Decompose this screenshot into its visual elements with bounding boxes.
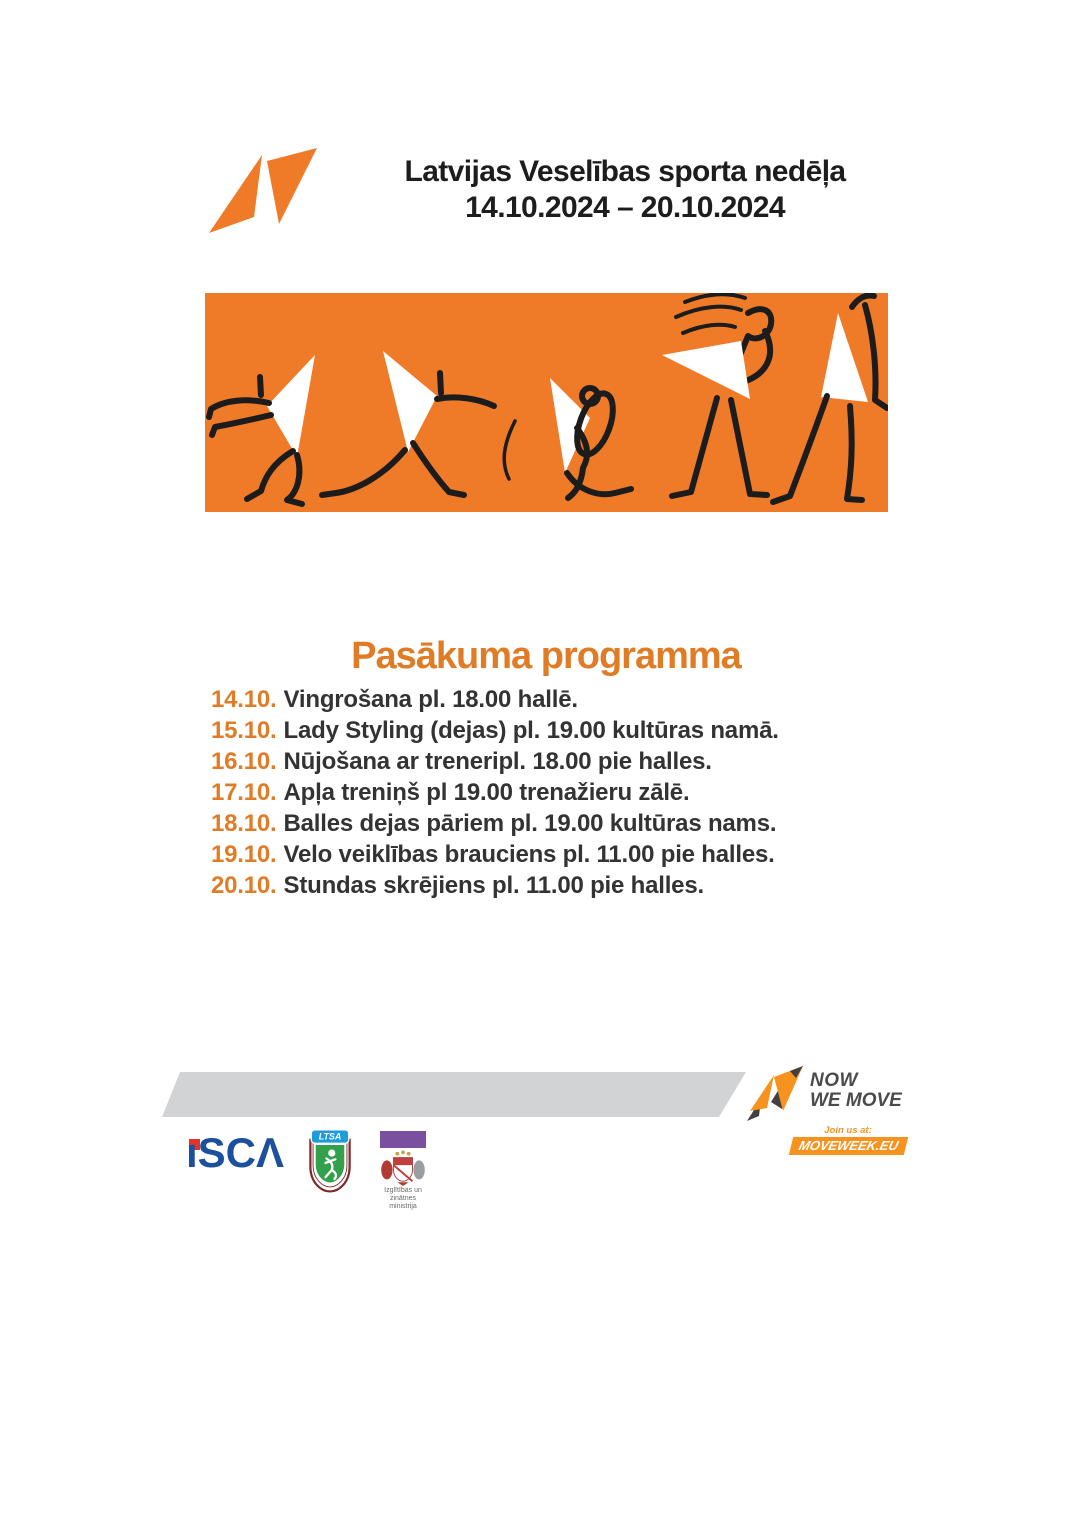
ltsa-emblem [305,1129,355,1195]
nowwemove-arrow-logo-icon [203,138,321,240]
moveweek-url-badge: MOVEWEEK.EU [788,1137,907,1155]
latvia-coat-of-arms-icon [380,1150,426,1186]
ministry-caption-line2: ministrija [389,1203,417,1210]
program-item [211,715,881,746]
ministry-caption-line1: Izglītības un zinātnes [384,1187,422,1202]
program-item [211,870,881,901]
nowwemove-wordmark [810,1071,902,1111]
program-item-text: Apļa treniņš pl 19.00 trenažieru zālē. [283,779,690,806]
ltsa-shield-icon [305,1129,355,1195]
stick-figure-standing [773,295,887,502]
stick-figure-lunge [322,351,494,495]
program-heading: Pasākuma programma [351,635,741,677]
poster-title-line2: 14.10.2024 – 20.10.2024 [465,191,785,224]
program-item-date: 20.10. [211,872,277,899]
program-item-text: Nūjošana ar treneripl. 18.00 pie halles. [283,748,712,775]
program-item-text: Balles dejas pāriem pl. 19.00 kultūras nams. [283,810,777,837]
program-item-text: Lady Styling (dejas) pl. 19.00 kultūras namā. [283,717,779,744]
program-item [211,777,881,808]
poster-title-line1: Latvijas Veselības sporta nedēļa [404,155,846,188]
stick-figure-squat [209,355,315,504]
program-section [211,634,881,901]
program-item [211,684,881,715]
isca-wordmark: ıSCΛ [186,1129,285,1176]
poster-title [375,154,875,226]
isca-logo [186,1129,298,1176]
program-item-date: 16.10. [211,748,277,775]
exercise-figures-banner [205,293,888,512]
stick-figure-hoop [504,378,631,498]
program-item-date: 19.10. [211,841,277,868]
program-item-text: Velo veiklības brauciens pl. 11.00 pie halles. [283,841,775,868]
ltsa-banner-text: LTSA [318,1131,342,1142]
ministry-caption [377,1187,429,1211]
program-item-date: 14.10. [211,686,277,713]
program-item-date: 18.10. [211,810,277,837]
program-item-text: Vingrošana pl. 18.00 hallē. [283,686,578,713]
join-us-at-label: Join us at: [824,1125,872,1136]
stick-figures-illustration [205,293,888,512]
program-item [211,839,881,870]
nowwemove-logo [746,1063,926,1155]
nowwemove-word1: NOW [810,1070,858,1091]
program-item [211,808,881,839]
nowwemove-arrow-icon [746,1063,806,1125]
ministry-logo [377,1131,429,1211]
program-item [211,746,881,777]
program-item-text: Stundas skrējiens pl. 11.00 pie halles. [283,872,704,899]
program-item-date: 15.10. [211,717,277,744]
ministry-purple-flag-icon [380,1131,426,1148]
stick-figure-stretch [662,294,771,496]
nowwemove-word2: WE MOVE [810,1090,902,1111]
program-item-date: 17.10. [211,779,277,806]
footer-divider-bar [162,1072,746,1117]
